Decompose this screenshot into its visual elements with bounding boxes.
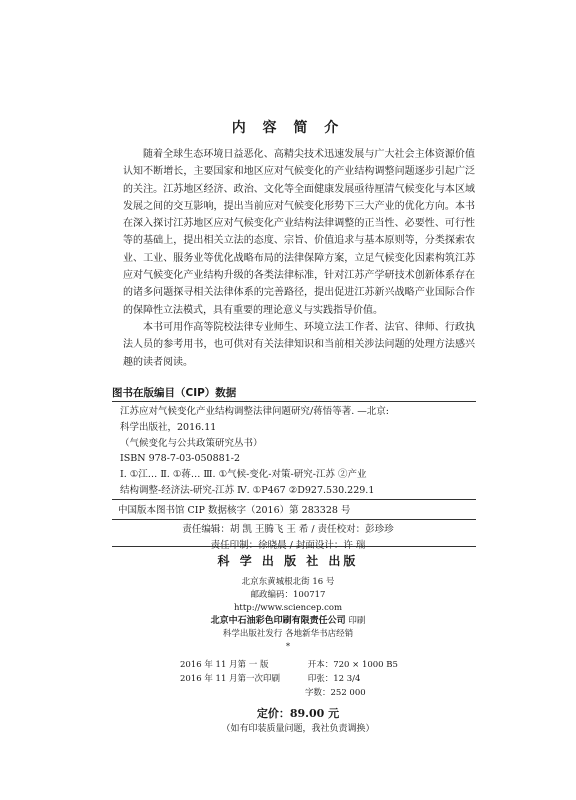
printer-line <box>0 615 576 628</box>
print-sheets: 印张：12 3/4 <box>307 674 361 684</box>
word-count: 字数：252 000 <box>305 688 366 698</box>
divider-line <box>112 499 476 500</box>
publisher-name: 科 学 出 版 社 出版 <box>217 554 359 568</box>
cip-line: （气候变化与公共政策研究丛书） <box>120 437 263 449</box>
publisher-info <box>0 576 576 654</box>
divider-line <box>112 546 476 547</box>
book-price: 定价：89.00 元 <box>256 707 340 720</box>
cip-line: 结构调整-经济法-研究-江苏 Ⅳ. ①P467 ②D927.530.229.1 <box>120 484 375 496</box>
cip-line: ISBN 978-7-03-050881-2 <box>120 453 240 465</box>
book-format: 开本：720 × 1000 B5 <box>307 660 398 670</box>
edition-row <box>180 658 440 672</box>
abstract-paragraph: 本书可用作高等院校法律专业师生、环境立法工作者、法官、律师、行政执法人员的参考用书，也可供对有关法律知识和当前相关涉法问题的处理方法感兴趣的读者阅读。 <box>123 321 475 368</box>
divider-line <box>112 519 476 520</box>
edition-info <box>180 658 440 700</box>
printer-suffix: 印刷 <box>348 616 366 626</box>
editor-credits: 责任编辑：胡 凯 王腾飞 王 希 / 责任校对：彭珍珍 <box>182 524 394 535</box>
cip-line: 科学出版社，2016.11 <box>120 421 217 433</box>
printing-row <box>180 672 440 686</box>
printing-date: 2016 年 11 月第一次印刷 <box>180 674 281 684</box>
cip-data-block <box>120 404 474 499</box>
edition-date: 2016 年 11 月第 一 版 <box>180 660 269 670</box>
distributor-line: 科学出版社发行 各地新华书店经销 <box>222 629 354 639</box>
cip-header: 图书在版编目（CIP）数据 <box>112 387 237 399</box>
quality-note: （如有印装质量问题，我社负责调换） <box>221 724 375 734</box>
production-credits: 责任印制：徐晓晨 / 封面设计：许 瑞 <box>210 540 366 551</box>
cip-number: 中国版本图书馆 CIP 数据核字（2016）第 283328 号 <box>118 505 351 516</box>
printer-name: 北京中石油彩色印刷有限责任公司 <box>210 616 346 626</box>
cip-line: Ⅰ. ①江… Ⅱ. ①蒋… Ⅲ. ①气候-变化-对策-研究-江苏 ②产业 <box>120 469 367 481</box>
separator-asterisk: * <box>285 642 291 652</box>
cip-line: 江苏应对气候变化产业结构调整法律问题研究/蒋悟等著. —北京: <box>120 406 389 417</box>
publisher-website: http://www.sciencep.com <box>233 603 343 613</box>
page-title: 内 容 简 介 <box>231 120 345 136</box>
publisher-postcode: 邮政编码：100717 <box>250 590 326 600</box>
divider-line <box>112 401 476 402</box>
abstract-paragraph: 随着全球生态环境日益恶化、高精尖技术迅速发展与广大社会主体资源价值认知不断增长，主要国家和地区应对气候变化的产业结构调整问题逐步引起广泛的关注。江苏地区经济、政治、文化等全面健康发展亟待厘清气候变化与本区域发展之间的交互影响，提出当前应对气候变化形势下三大产业的优化方向。本书在深入探讨江苏地区应对气候变化产业结构法律调整的正当性、必要性、可行性等的基础上，提出相关立法的态度、宗旨、价值追求与基本原则等，分类探索农业、工业、服务业等优化战略布局的法律保障方案，立足气候变化因素构筑江苏应对气候变化产业结构升级的各类法律标准，针对江苏产学研技术创新体系存在的诸多问题探寻相关法律体系的完善路径，提出促进江苏新兴战略产业国际合作的保障性立法模式，具有重要的理论意义与实践指导价值。 <box>123 149 475 316</box>
abstract-text <box>123 146 475 371</box>
staff-credits <box>0 522 576 554</box>
publisher-address: 北京东黄城根北街 16 号 <box>241 577 335 587</box>
